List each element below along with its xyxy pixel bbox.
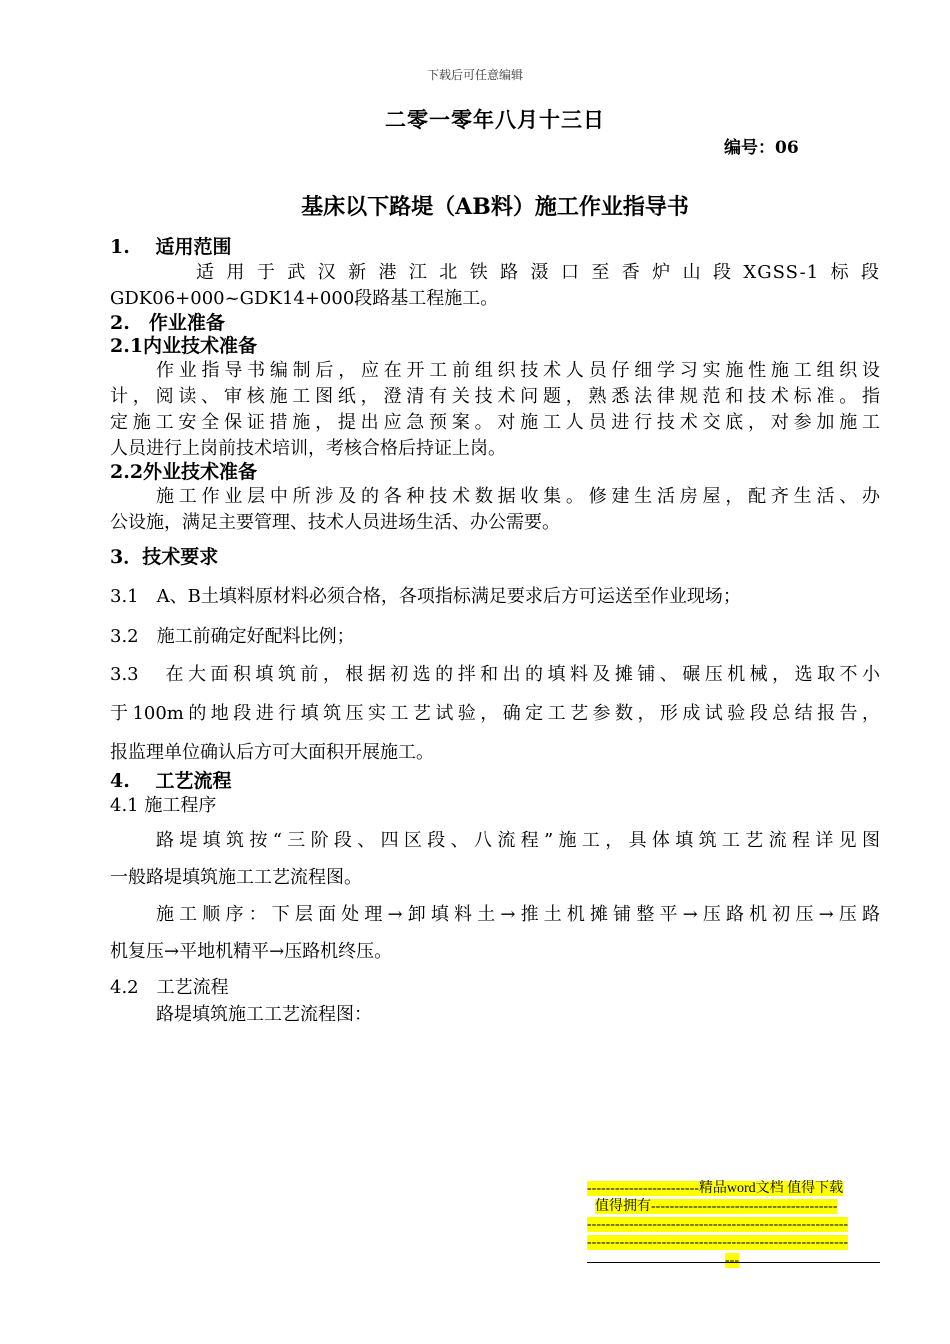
section-4-1-heading: 4.1 施工程序 [110, 795, 217, 816]
section-3-3-line: 3.3 在大面积填筑前，根据初选的拌和出的填料及摊铺、碾压机械，选取不小 [110, 664, 880, 685]
section-1-heading: 1. 适用范围 [110, 236, 232, 258]
section-2-1-line: 人员进行上岗前技术培训，考核合格后持证上岗。 [110, 438, 506, 459]
section-2-heading: 2. 作业准备 [110, 312, 225, 334]
document-date: 二零一零年八月十三日 [385, 107, 605, 132]
section-1-line-1: 适用于武汉新港江北铁路滠口至香炉山段XGSS-1标段 [196, 262, 880, 283]
section-2-1-heading: 2.1内业技术准备 [110, 335, 258, 357]
section-2-2-heading: 2.2外业技术准备 [110, 461, 258, 483]
section-3-heading: 3．技术要求 [110, 546, 219, 568]
section-4-1-para-1-line: 路堤填筑按“三阶段、四区段、八流程”施工，具体填筑工艺流程详见图 [156, 830, 880, 851]
section-4-1-para-1-line: 一般路堤填筑施工工艺流程图。 [110, 867, 362, 888]
section-3-2: 3.2 施工前确定好配料比例； [110, 626, 355, 647]
section-2-2-line: 施工作业层中所涉及的各种技术数据收集。修建生活房屋，配齐生活、办 [156, 486, 880, 507]
section-4-2-text: 路堤填筑施工工艺流程图： [156, 1004, 372, 1025]
section-4-heading: 4. 工艺流程 [110, 770, 232, 792]
section-2-1-line: 计，阅读、审核施工图纸，澄清有关技术问题，熟悉法律规范和技术标准。指 [110, 386, 880, 407]
section-2-2-line: 公设施，满足主要管理、技术人员进场生活、办公需要。 [110, 512, 560, 533]
document-title: 基床以下路堤（AB料）施工作业指导书 [301, 194, 689, 220]
footer-line: --- [725, 1253, 739, 1268]
document-number: 编号：06 [724, 138, 799, 158]
section-4-2-heading: 4.2 工艺流程 [110, 977, 229, 998]
footer-promo [587, 1180, 880, 1270]
section-3-1: 3.1 A、B土填料原材料必须合格，各项指标满足要求后方可运送至作业现场； [110, 586, 741, 607]
footer-line: -------------------------------------------------------- [587, 1217, 849, 1232]
footer-line: -------------------------------------------------------- [587, 1235, 849, 1250]
section-4-1-para-2-line: 机复压→平地机精平→压路机终压。 [110, 941, 393, 962]
footer-line: ------------------------精品word文档 值得下载 [587, 1181, 844, 1196]
footer-divider [587, 1262, 880, 1263]
header-note: 下载后可任意编辑 [426, 68, 523, 82]
section-2-1-line: 定施工安全保证措施，提出应急预案。对施工人员进行技术交底，对参加施工 [110, 412, 880, 433]
section-3-3-line: 于100m的地段进行填筑压实工艺试验，确定工艺参数，形成试验段总结报告， [110, 703, 880, 724]
section-1-line-2: GDK06+000~GDK14+000段路基工程施工。 [110, 288, 499, 309]
section-3-3-line: 报监理单位确认后方可大面积开展施工。 [110, 742, 434, 763]
section-2-1-line: 作业指导书编制后，应在开工前组织技术人员仔细学习实施性施工组织设 [156, 360, 880, 381]
section-4-1-para-2-line: 施工顺序：下层面处理→卸填料土→推土机摊铺整平→压路机初压→压路 [156, 904, 880, 925]
footer-line: 值得拥有---------------------------------------- [595, 1199, 838, 1214]
